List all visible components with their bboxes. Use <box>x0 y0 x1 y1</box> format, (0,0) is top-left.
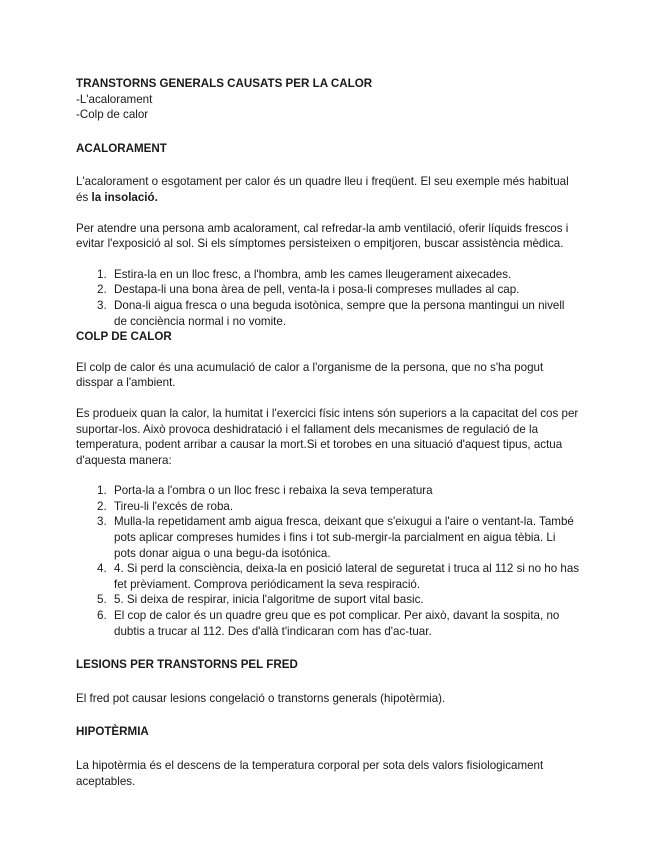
colp-paragraph-1: El colp de calor és una acumulació de calor a l'organisme de la persona, que no s'ha pogut disspar a l'ambient. <box>76 360 544 390</box>
heading-hipotermia: HIPOTÈRMIA <box>76 725 149 739</box>
document-title: TRANSTORNS GENERALS CAUSATS PER LA CALOR <box>76 77 373 90</box>
list-item <box>76 298 580 329</box>
list-item-text: Porta-la a l'ombra o un lloc fresc i rebaixa la seva temperatura <box>114 484 433 498</box>
list-item-number: 1. <box>97 484 107 498</box>
document-body <box>76 76 580 789</box>
hipotermia-paragraph-1: La hipotèrmia és el descens de la temperatura corporal per sota dels valors fisiologicament aceptables. <box>76 759 544 788</box>
intro-item-acalorament: -L'acalorament <box>76 92 153 106</box>
list-item-text: Destapa-li una bona àrea de pell, venta-la i posa-li compreses mullades al cap. <box>114 283 520 297</box>
acalorament-p1-bold: la insolació. <box>91 190 158 204</box>
acalorament-paragraph-2: Per atendre una persona amb acalorament, cal refredar-la amb ventilació, oferir líquids frescos i evitar l'exposició al sol. Si els símptomes persisteixen o empitjoren, buscar assistència mèdica. <box>76 221 569 251</box>
list-item-number: 3. <box>97 298 107 312</box>
list-item <box>76 514 580 561</box>
list-item-number: 3. <box>97 515 107 529</box>
list-item <box>76 592 580 608</box>
list-item <box>76 282 580 298</box>
list-item-text: Tireu-li l'excés de roba. <box>114 499 234 513</box>
intro-item-colp-de-calor: -Colp de calor <box>76 108 149 122</box>
acalorament-paragraph-1 <box>76 174 580 205</box>
list-item-text: El cop de calor és un quadre greu que es pot complicar. Per això, davant la sospita, no dubtis a trucar al 112. Des d'allà t'indicaran com has d'ac-tuar. <box>114 609 560 638</box>
heading-lesions-fred: LESIONS PER TRANSTORNS PEL FRED <box>76 658 298 672</box>
list-item-number: 2. <box>97 283 107 297</box>
list-item-number: 6. <box>97 609 107 623</box>
heading-colp-de-calor: COLP DE CALOR <box>76 330 172 344</box>
list-item-number: 2. <box>97 499 107 513</box>
list-item-text: Mulla-la repetidament amb aigua fresca, deixant que s'eixugui a l'aire o ventant-la. També pots aplicar compreses humides i fins i tot sub-mergir-la parcialment en aigua tèbia. Li pots donar aigua o una begu-da isotónica. <box>114 515 574 560</box>
list-item <box>76 561 580 592</box>
list-item-text: Estira-la en un lloc fresc, a l'hombra, amb les cames lleugerament aixecades. <box>114 267 512 281</box>
fred-paragraph-1: El fred pot causar lesions congelació o transtorns generals (hipotèrmia). <box>76 691 446 705</box>
acalorament-steps-list <box>76 267 580 329</box>
list-item <box>76 608 580 639</box>
heading-acalorament: ACALORAMENT <box>76 141 167 155</box>
list-item-text: 5. Si deixa de respirar, inicia l'algoritme de suport vital basic. <box>114 593 424 607</box>
colp-paragraph-2: Es produeix quan la calor, la humitat i l'exercici físic intens són superiors a la capacitat del cos per suportar-los. Això provoca deshidratació i el fallament dels mecanismes de regulació de la temperatura, podent arribar a causar la mort.Si et torobes en una situació d'aquest tipus, actua d'aquesta manera: <box>76 406 579 467</box>
list-item <box>76 499 580 515</box>
colp-steps-list <box>76 483 580 639</box>
list-item-number: 5. <box>97 593 107 607</box>
list-item <box>76 267 580 283</box>
list-item <box>76 483 580 499</box>
list-item-number: 4. <box>97 562 107 576</box>
acalorament-p1-text: L'acalorament o esgotament per calor és un quadre lleu i freqüent. El seu exemple més habitual és <box>76 175 569 204</box>
list-item-number: 1. <box>97 267 107 281</box>
list-item-text: Dona-li aigua fresca o una beguda isotònica, sempre que la persona mantingui un nivell de conciència normal i no vomite. <box>114 298 565 328</box>
list-item-text: 4. Si perd la consciència, deixa-la en posició lateral de seguretat i truca al 112 si no ho has fet prèviament. Comprova periódicament la seva respiració. <box>114 562 580 591</box>
